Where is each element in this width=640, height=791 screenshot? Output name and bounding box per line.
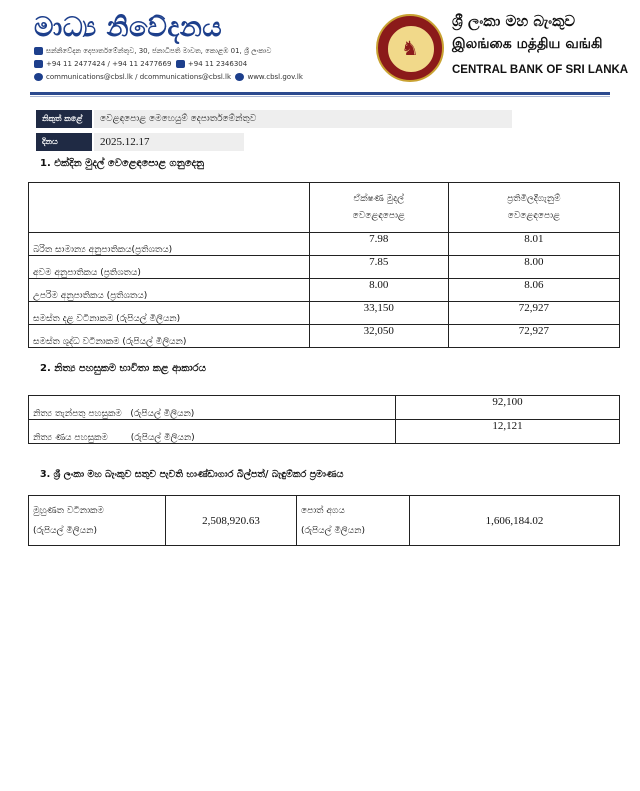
lion-icon: ♞: [401, 36, 419, 60]
date-value: 2025.12.17: [94, 133, 244, 151]
phone-icon: [34, 60, 43, 68]
row-label: සමස්ත දළ වටිනාකම (රුපියල් මිලියන): [29, 302, 310, 325]
web-link[interactable]: www.cbsl.gov.lk: [247, 73, 303, 81]
call-value: 7.85: [309, 256, 448, 279]
section1-heading: 1. එක්දින මුදල් වෙළෙඳපොළ ගනුදෙනු: [40, 158, 205, 169]
row-label: බරිත සාමාන්‍ය අනුපාතිකය(ප්‍රතිශතය): [29, 233, 310, 256]
money-market-table: [28, 182, 620, 348]
row-label: සමස්ත ශුද්ධ වටිනාකම (රුපියල් මිලියන): [29, 325, 310, 348]
book-value-label-cell: [297, 496, 410, 546]
table-row: [29, 302, 620, 325]
face-value-label-cell: [29, 496, 166, 546]
table-row: [29, 396, 620, 420]
table-row: [29, 420, 620, 444]
bank-name-tamil: இலங்கை மத்திய வங்கி: [452, 36, 603, 52]
page-title: මාධ්‍ය නිවේදනය: [34, 12, 223, 43]
col-repo-header: ප්‍රතිමිලදීගැනුම් වෙළෙඳපොළ: [448, 183, 619, 233]
bank-name-english: CENTRAL BANK OF SRI LANKA: [452, 64, 629, 76]
facility-value: 92,100: [396, 396, 620, 420]
call-value: 33,150: [309, 302, 448, 325]
header-divider-thin: [30, 96, 610, 97]
repo-value: 8.01: [448, 233, 619, 256]
face-value: 2,508,920.63: [166, 496, 297, 546]
table-row: [29, 233, 620, 256]
at-icon: [34, 73, 43, 81]
table-row: [29, 256, 620, 279]
row-label: නිත්‍ය තැන්පතු පහසුකම (රුපියල් මිලියන): [29, 396, 396, 420]
row-label: උපරිම අනුපාතිකය (ප්‍රතිශතය): [29, 279, 310, 302]
section2-heading: 2. නිත්‍ය පහසුකම භාවිතා කළ ආකාරය: [40, 363, 206, 374]
call-value: 32,050: [309, 325, 448, 348]
section3-heading: 3. ශ්‍රී ලංකා මහ බැංකුව සතුව පැවති භාණ්ඩාගාර බිල්පත්/ බැඳුම්කර ප්‍රමාණය: [40, 469, 344, 480]
row-label: නිත්‍ය ණය පහසුකම (රුපියල් මිලියන): [29, 420, 396, 444]
standing-facility-table: [28, 395, 620, 444]
face-value-unit: (රුපියල් මිලියන): [33, 525, 97, 536]
email-line: [34, 73, 303, 81]
envelope-icon: [34, 47, 43, 55]
table-row: [29, 279, 620, 302]
phone-line: +94 11 2477424 / +94 11 2477669 +94 11 2346304: [34, 60, 247, 68]
call-value: 8.00: [309, 279, 448, 302]
book-value: 1,606,184.02: [410, 496, 620, 546]
bank-name-sinhala: ශ්‍රී ලංකා මහ බැංකුව: [452, 12, 576, 30]
repo-value: 8.00: [448, 256, 619, 279]
row-label: අවම අනුපාතිකය (ප්‍රතිශතය): [29, 256, 310, 279]
call-value: 7.98: [309, 233, 448, 256]
book-value-label: පොත් අගය: [301, 505, 345, 516]
col-call-money-header: ඒක්ෂණ මුදල් වෙළෙඳපොළ: [309, 183, 448, 233]
header-divider: [30, 92, 610, 95]
issued-by-label: නිකුත් කළේ: [36, 110, 92, 128]
securities-holdings-table: [28, 495, 620, 546]
face-value-label: මුහුණත වටිනාකම: [33, 505, 104, 516]
table-row: [29, 496, 620, 546]
book-value-unit: (රුපියල් මිලියන): [301, 525, 365, 536]
table-row: [29, 325, 620, 348]
header: [0, 0, 640, 96]
empty-header-cell: [29, 183, 310, 233]
seal-emblem: [387, 25, 435, 73]
cbsl-seal-logo: [376, 14, 444, 82]
issued-by-value: වෙළඳපොළ මෙහෙයුම් දෙපාර්තමේන්තුව: [94, 110, 512, 128]
repo-value: 8.06: [448, 279, 619, 302]
globe-icon: [235, 73, 244, 81]
repo-value: 72,927: [448, 325, 619, 348]
fax-icon: [176, 60, 185, 68]
facility-value: 12,121: [396, 420, 620, 444]
table-header-row: [29, 183, 620, 233]
repo-value: 72,927: [448, 302, 619, 325]
address-line: සන්නිවේදන දෙපාර්තමේන්තුව, 30, ජනාධිපති මාවත, කොළඹ 01, ශ්‍රී ලංකාව: [34, 47, 271, 56]
date-label: දිනය: [36, 133, 92, 151]
email-link[interactable]: communications@cbsl.lk / dcommunications@cbsl.lk: [46, 73, 232, 81]
